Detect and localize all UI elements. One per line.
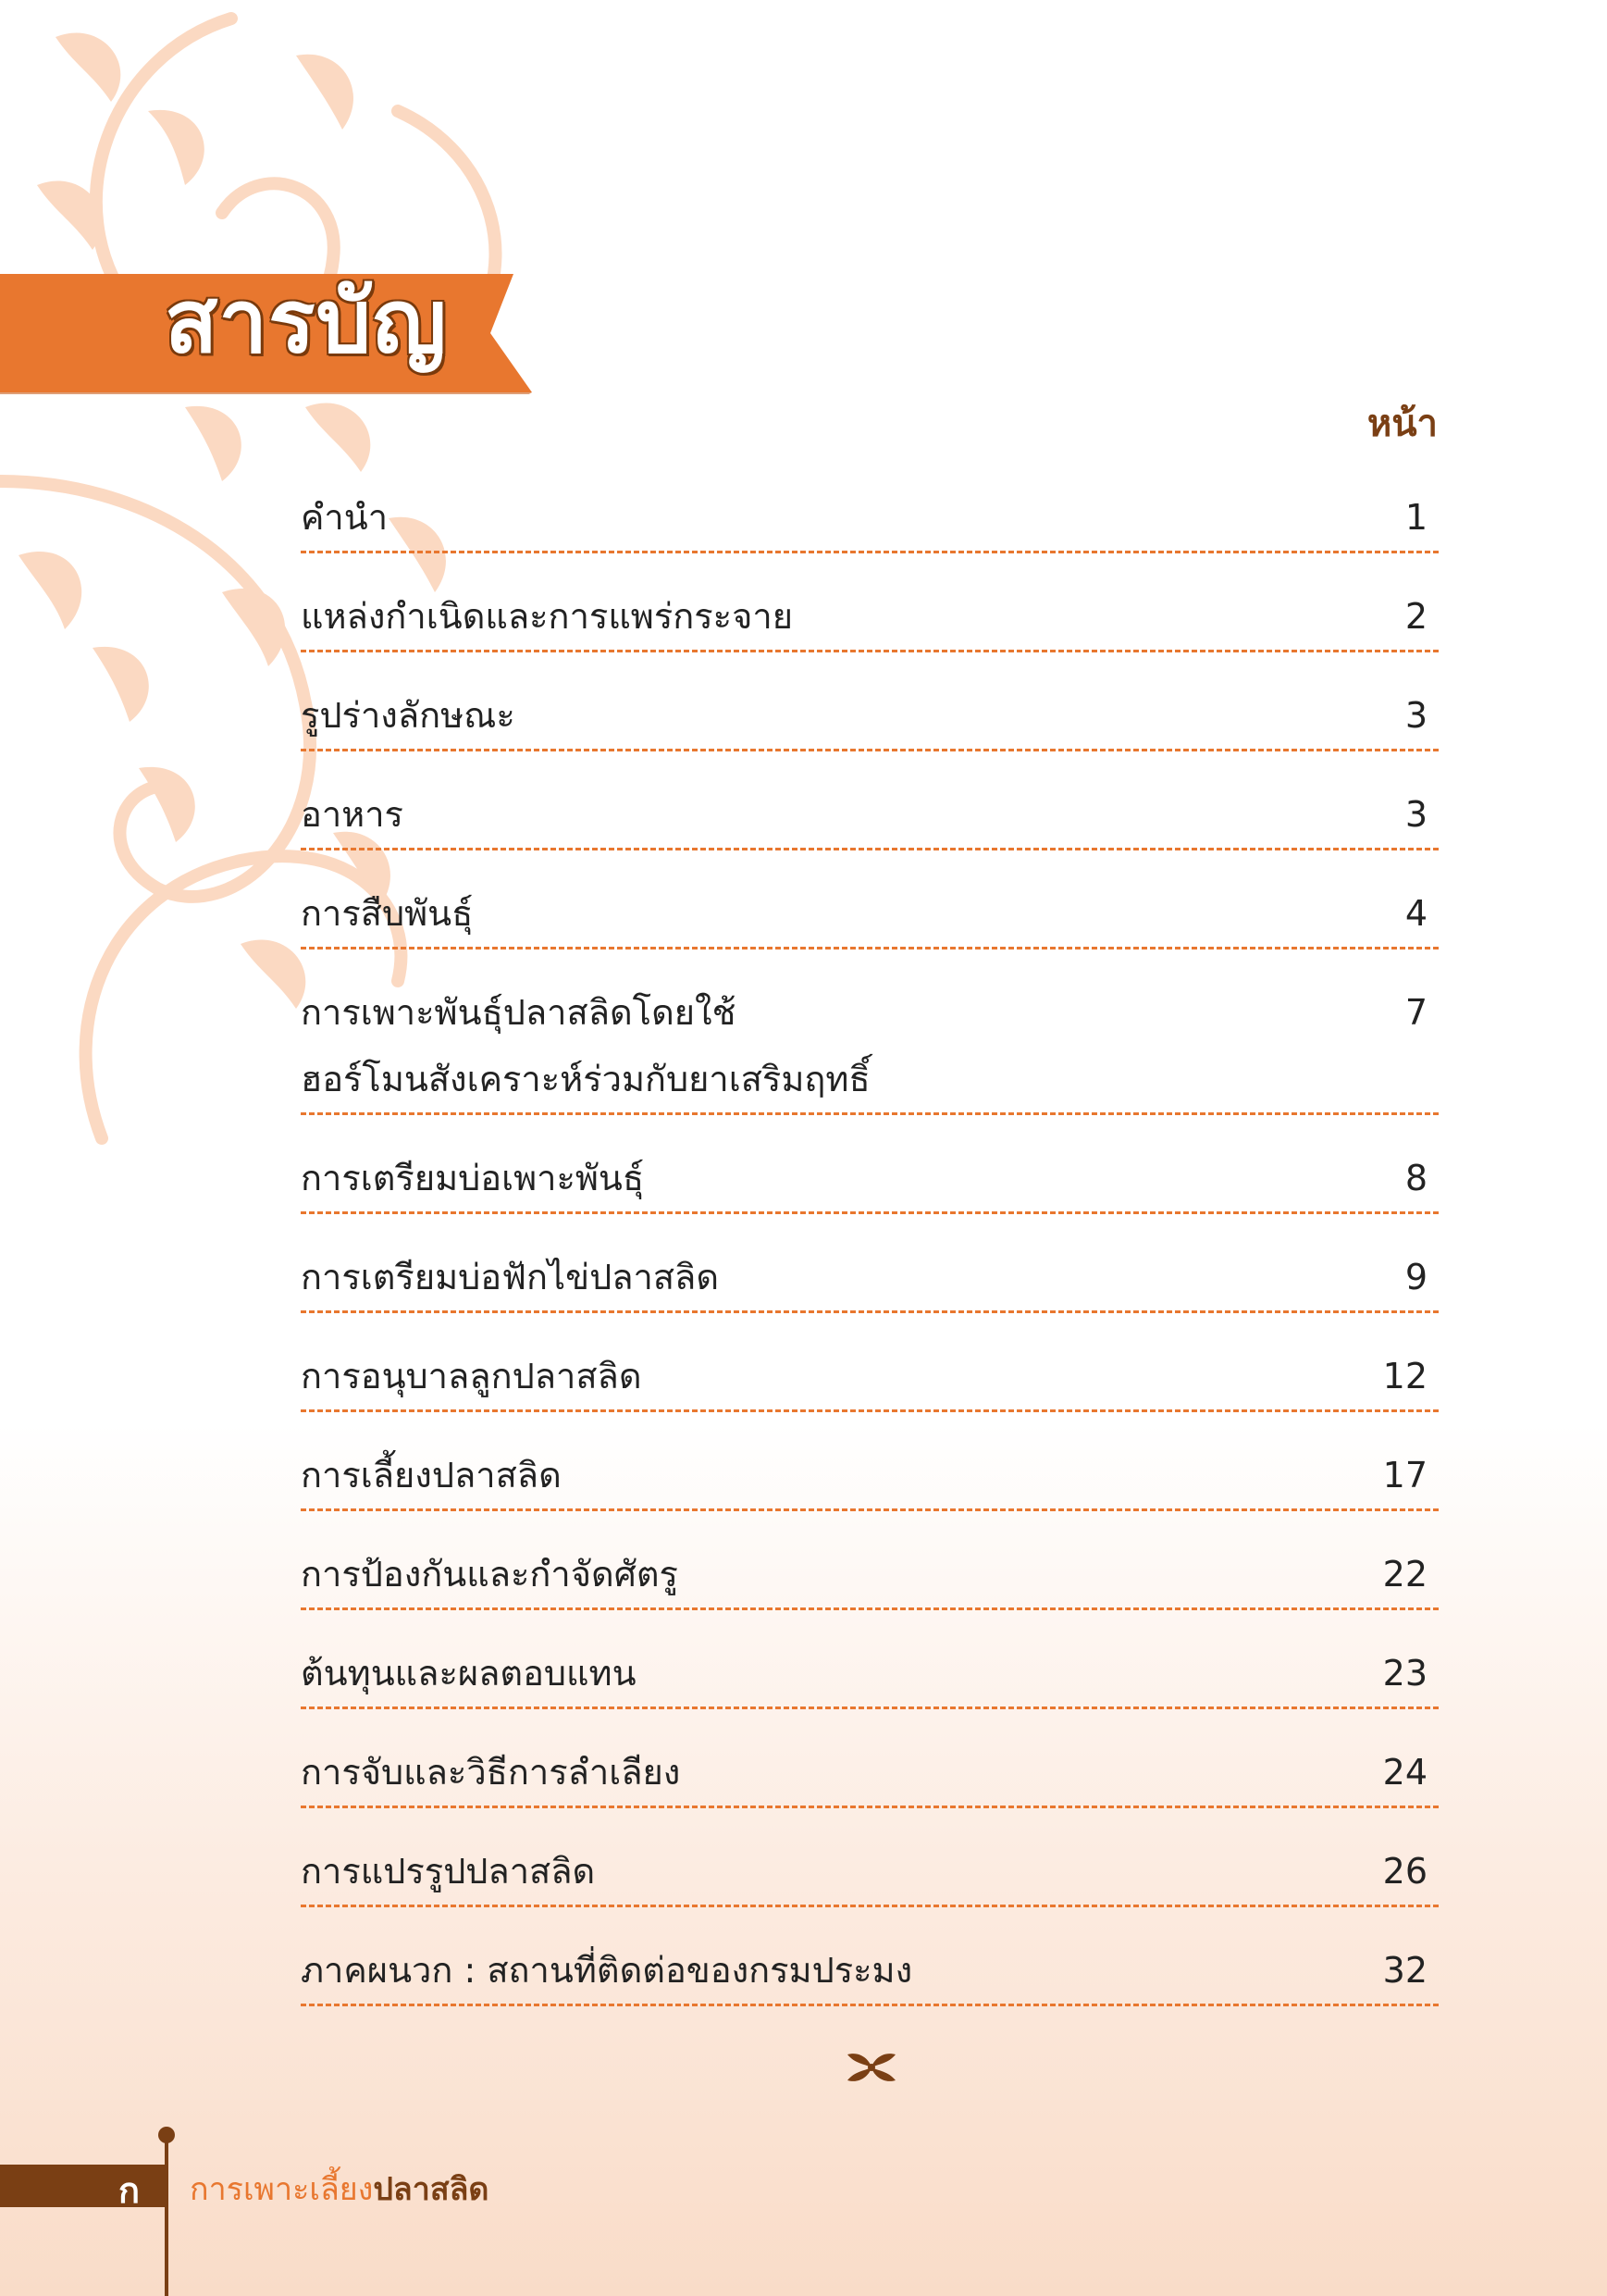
toc-entry-title-line: แหล่งกำเนิดและการแพร่กระจาย [301, 596, 793, 637]
toc-entry-title [301, 781, 403, 848]
footer-dot [158, 2127, 175, 2143]
toc-entry-title [301, 1937, 912, 2004]
toc-entry-title [301, 583, 793, 650]
toc-entry-title-line: การเตรียมบ่อฟักไข่ปลาสลิด [301, 1257, 719, 1297]
toc-entry-title-line: ภาคผนวก : สถานที่ติดต่อของกรมประมง [301, 1950, 913, 1991]
toc-row[interactable] [301, 880, 1439, 949]
toc-row[interactable] [301, 1937, 1439, 2006]
toc-entry-title-line: ต้นทุนและผลตอบแทน [301, 1653, 637, 1694]
toc-row[interactable] [301, 1442, 1439, 1511]
toc-entry-title-line: การสืบพันธุ์ [301, 893, 474, 934]
toc-row[interactable] [301, 1640, 1439, 1709]
toc-entry-title [301, 1145, 644, 1211]
toc-entry-page: 23 [1382, 1653, 1428, 1694]
toc-entry-title-line: การจับและวิธีการลำเลียง [301, 1752, 681, 1793]
toc-entry-title [301, 1442, 562, 1508]
footer-bar [0, 2165, 167, 2207]
toc-row[interactable] [301, 1244, 1439, 1313]
toc-entry-page: 24 [1382, 1752, 1428, 1793]
toc-entry-title [301, 1838, 595, 1905]
toc-entry-title [301, 1244, 719, 1310]
toc-entry-title-line: ฮอร์โมนสังเคราะห์ร่วมกับยาเสริมฤทธิ์ [301, 1059, 871, 1099]
toc-entry-title-line: การป้องกันและกำจัดศัตรู [301, 1554, 678, 1595]
toc-entry-title [301, 1343, 642, 1409]
toc-entry-page: 26 [1382, 1851, 1428, 1892]
toc-entry-page: 32 [1382, 1950, 1428, 1991]
footer-book-title [190, 2164, 489, 2214]
toc-row[interactable] [301, 979, 1439, 1115]
page-title: สารบัญ [165, 272, 448, 373]
toc-entry-page: 7 [1404, 992, 1428, 1033]
toc-row[interactable] [301, 1145, 1439, 1214]
toc-entry-title-line: อาหาร [301, 794, 403, 835]
toc-entry-title [301, 979, 871, 1112]
toc-entry-title [301, 1640, 637, 1706]
toc-row[interactable] [301, 781, 1439, 850]
toc-entry-page: 2 [1404, 596, 1428, 637]
toc-entry-title [301, 1541, 678, 1607]
toc-entry-page: 1 [1404, 497, 1428, 538]
footer-rule [165, 2134, 168, 2296]
toc-row[interactable] [301, 1343, 1439, 1412]
toc-entry-title-line: การเตรียมบ่อเพาะพันธุ์ [301, 1158, 645, 1198]
toc-entry-title [301, 1739, 680, 1806]
toc-row[interactable] [301, 682, 1439, 751]
toc-row[interactable] [301, 1541, 1439, 1610]
toc-entry-title-line: การเลี้ยงปลาสลิด [301, 1455, 562, 1496]
toc-entry-page: 3 [1404, 794, 1428, 835]
toc-entry-title-line: รูปร่างลักษณะ [301, 695, 515, 736]
page-column-label: หน้า [1366, 403, 1438, 445]
toc-entry-page: 3 [1404, 695, 1428, 736]
toc-entry-page: 8 [1404, 1158, 1428, 1198]
table-of-contents [301, 484, 1439, 2036]
toc-entry-title [301, 880, 473, 947]
toc-row[interactable] [301, 1838, 1439, 1907]
footer-page-number: ก [118, 2170, 141, 2211]
toc-entry-title-line: การอนุบาลลูกปลาสลิด [301, 1356, 642, 1396]
toc-entry-page: 17 [1382, 1455, 1428, 1496]
toc-row[interactable] [301, 484, 1439, 553]
toc-entry-title [301, 484, 388, 551]
toc-entry-title-line: คำนำ [301, 497, 389, 538]
footer-book-title-bold: ปลาสลิด [373, 2171, 489, 2208]
toc-entry-page: 9 [1404, 1257, 1428, 1297]
toc-row[interactable] [301, 1739, 1439, 1808]
toc-entry-page: 22 [1382, 1554, 1428, 1595]
section-ornament-icon [842, 2047, 901, 2088]
toc-row[interactable] [301, 583, 1439, 652]
toc-entry-page: 4 [1404, 893, 1428, 934]
toc-entry-title-line: การแปรรูปปลาสลิด [301, 1851, 596, 1892]
toc-entry-page: 12 [1382, 1356, 1428, 1396]
toc-entry-title-line: การเพาะพันธุ์ปลาสลิดโดยใช้ [301, 992, 736, 1033]
footer-book-title-prefix: การเพาะเลี้ยง [190, 2171, 374, 2208]
toc-entry-title [301, 682, 515, 749]
